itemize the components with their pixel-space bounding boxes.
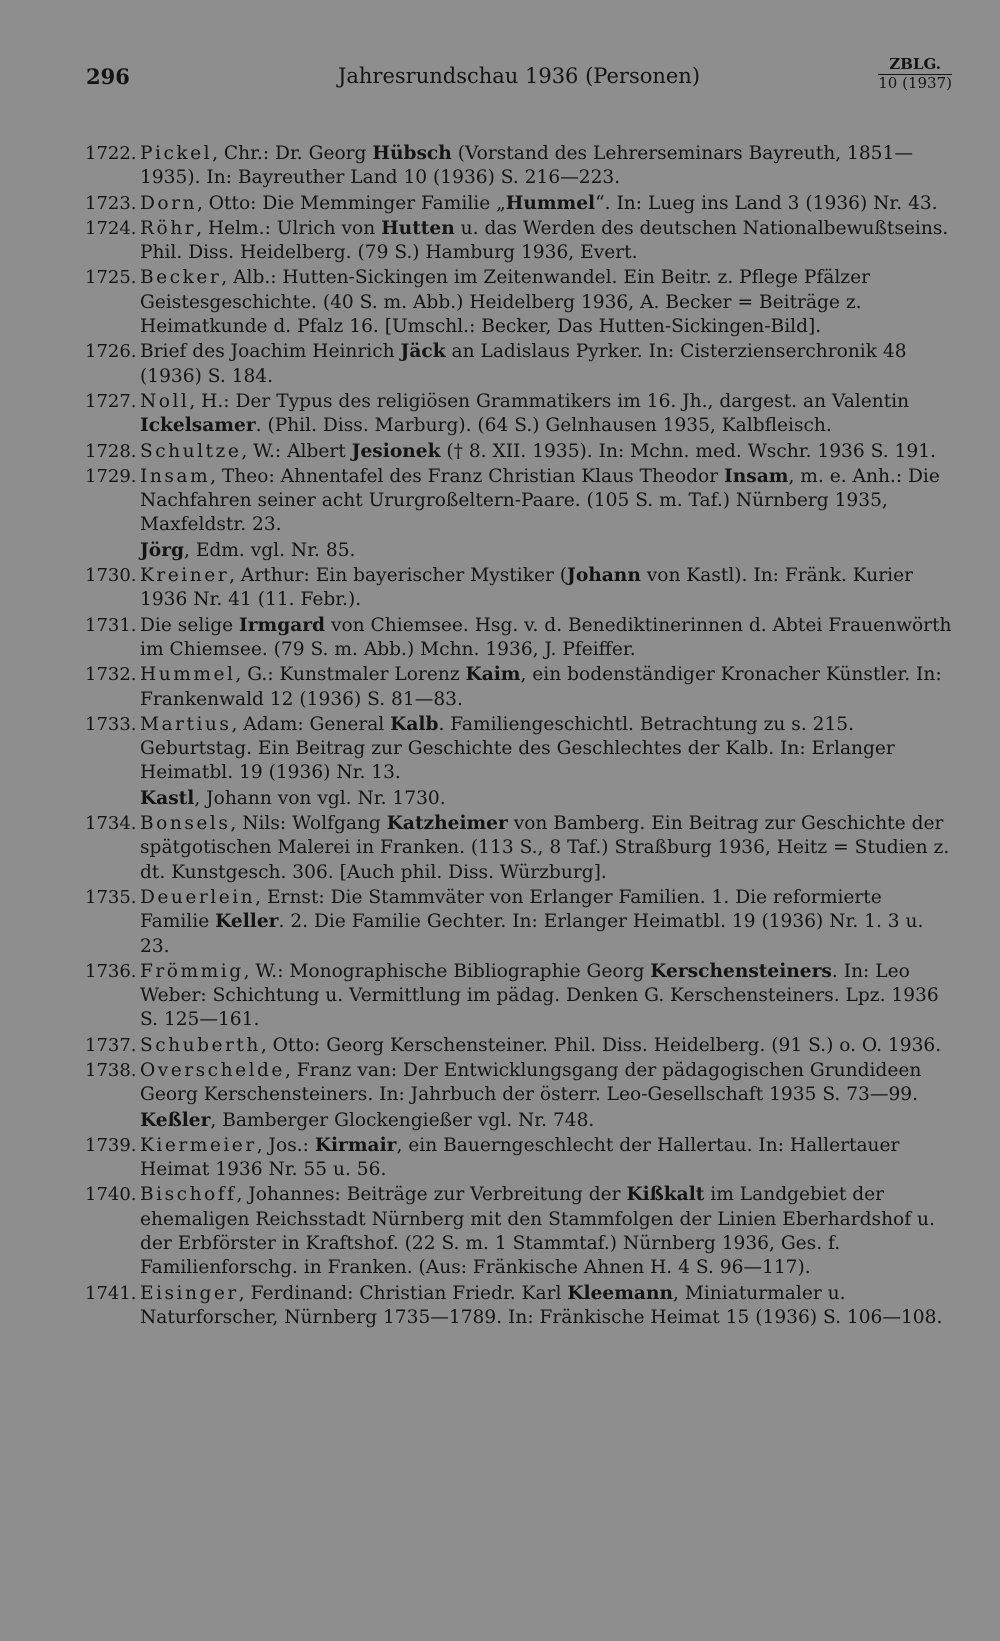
entry-author: Schuberth: [140, 1034, 261, 1056]
entry-number: 1735.: [85, 886, 137, 908]
entry-text: Die selige: [140, 614, 240, 636]
entry-text-rest: “. In: Lueg ins Land 3 (1936) Nr. 43.: [595, 192, 938, 214]
entry-author: Pickel: [140, 143, 213, 164]
bibliography-entry: [86, 340, 952, 389]
entry-subject: Jörg: [140, 539, 184, 561]
entry-number: 1730.: [85, 565, 137, 587]
entry-number: 1738.: [85, 1059, 137, 1081]
entry-text: , Franz van: Der Entwicklungsgang der pädagogischen Grundideen Georg Kerschensteiners. In: Jahrbuch der österr. Leo-Gesellschaft 1935 S. 73—99.: [140, 1059, 922, 1106]
bibliography-entry: [86, 217, 952, 266]
entry-text-rest: , ein Bauerngeschlecht der Hallertau. In: Hallertauer Heimat 1936 Nr. 55 u. 56.: [140, 1134, 900, 1181]
entry-author: Schultze: [140, 440, 242, 462]
page-number: 296: [86, 64, 130, 89]
bibliography-entry: [86, 390, 952, 439]
entry-author: Kreiner: [140, 565, 230, 587]
entry-text-rest: (Vorstand des Lehrerseminars Bayreuth, 1851—1935). In: Bayreuther Land 10 (1936) S. 216—223.: [140, 143, 913, 189]
entry-subject: Hummel: [505, 192, 596, 214]
entry-number: 1739.: [85, 1134, 137, 1156]
entry-number: 1740.: [85, 1184, 137, 1206]
entry-text: , Alb.: Hutten-Sickingen im Zeitenwandel. Ein Beitr. z. Pflege Pfälzer Geistesgeschichte. (40 S. m. Abb.) Heidelberg 1936, A. Becker = Beiträge z. Heimatkunde d. Pfalz 16. [Umschl.: Becker, Das Hutten-Sickingen-Bild].: [140, 267, 870, 338]
entry-number: 1723.: [85, 192, 137, 214]
bibliography-entry: [86, 614, 952, 663]
entry-text-rest: , m. e. Anh.: Die Nachfahren seiner acht Ururgroßeltern-Paare. (105 S. m. Taf.) Nürnberg 1935, Maxfeldstr. 23.: [140, 465, 940, 536]
bibliography-entry: [86, 713, 952, 786]
entry-number: 1737.: [85, 1034, 137, 1056]
bibliography-entry: [86, 564, 952, 613]
bibliography-entry: [86, 1282, 952, 1331]
entry-text: Brief des Joachim Heinrich: [140, 341, 401, 363]
entry-author: Hummel: [140, 664, 236, 686]
entry-number: 1722.: [85, 143, 137, 164]
entry-text: , Nils: Wolfgang: [230, 813, 387, 835]
entry-author: Bonsels: [140, 813, 231, 835]
entry-author: Deuerlein: [140, 886, 256, 908]
entry-author: Martius: [140, 713, 232, 735]
journal-volume: 10 (1937): [878, 74, 952, 92]
cross-reference-entry: [86, 1109, 952, 1133]
entry-author: Bischoff: [140, 1184, 237, 1206]
entry-number: 1731.: [85, 614, 137, 636]
entry-subject: Kleemann: [567, 1282, 673, 1304]
entry-text-rest: , Edm. vgl. Nr. 85.: [184, 539, 356, 561]
bibliography-list: [86, 142, 952, 1330]
entry-text-rest: , ein bodenständiger Kronacher Künstler. In: Frankenwald 12 (1936) S. 81—83.: [140, 664, 942, 710]
entry-text: , W.: Monographische Bibliographie Georg: [243, 960, 651, 982]
running-title: Jahresrundschau 1936 (Personen): [337, 64, 701, 88]
entry-text: , Theo: Ahnentafel des Franz Christian Klaus Theodor: [210, 465, 725, 487]
entry-author: Röhr: [140, 217, 197, 239]
entry-text-rest: († 8. XII. 1935). In: Mchn. med. Wschr. 1936 S. 191.: [440, 440, 936, 462]
entry-number: 1732.: [85, 664, 137, 686]
entry-text: , Ernst: Die Stammväter von Erlanger Familien. 1. Die reformierte Familie: [140, 886, 882, 933]
entry-text-rest: u. das Werden des deutschen Nationalbewußtseins. Phil. Diss. Heidelberg. (79 S.) Hamburg 1936, Evert.: [140, 217, 949, 264]
entry-text-rest: . 2. Die Familie Gechter. In: Erlanger Heimatbl. 19 (1936) Nr. 1. 3 u. 23.: [140, 911, 924, 957]
bibliography-entry: [86, 142, 952, 191]
entry-subject: Hübsch: [372, 143, 452, 164]
entry-subject: Hutten: [381, 217, 455, 239]
bibliography-entry: [86, 663, 952, 712]
bibliography-entry: [86, 960, 952, 1033]
entry-number: 1734.: [85, 813, 137, 835]
entry-author: Frömmig: [140, 960, 244, 982]
bibliography-entry: [86, 1034, 952, 1058]
entry-text-rest: von Chiemsee. Hsg. v. d. Benediktinerinnen d. Abtei Frauenwörth im Chiemsee. (79 S. m. Abb.) Mchn. 1936, J. Pfeiffer.: [140, 614, 952, 660]
entry-text: , Helm.: Ulrich von: [196, 217, 382, 239]
entry-number: 1728.: [85, 440, 137, 462]
entry-number: 1724.: [85, 217, 137, 239]
entry-number: 1725.: [85, 267, 137, 289]
entry-number: 1733.: [85, 713, 137, 735]
page-header: [86, 55, 952, 102]
entry-subject: Jesionek: [351, 440, 441, 462]
entry-number: 1726.: [85, 341, 137, 363]
entry-number: 1729.: [85, 465, 137, 487]
entry-subject: Johann: [567, 565, 641, 587]
entry-subject: Irmgard: [239, 614, 326, 636]
entry-text-rest: von Kastl). In: Fränk. Kurier 1936 Nr. 41 (11. Febr.).: [140, 565, 913, 611]
entry-subject: Kaim: [465, 664, 521, 686]
entry-text: , Arthur: Ein bayerischer Mystiker (: [229, 565, 568, 587]
entry-text-rest: , Miniaturmaler u. Naturforscher, Nürnberg 1735—1789. In: Fränkische Heimat 15 (1936) S. 106—108.: [140, 1282, 943, 1328]
entry-subject: Keller: [215, 911, 279, 933]
entry-author: Kiermeier: [140, 1134, 257, 1156]
bibliography-entry: [86, 1183, 952, 1280]
entry-subject: Ickelsamer: [140, 415, 256, 437]
bibliography-entry: [86, 192, 952, 216]
entry-text-rest: , Johann von vgl. Nr. 1730.: [194, 787, 446, 809]
bibliography-entry: [86, 266, 952, 339]
entry-subject: Kerschensteiners: [650, 960, 832, 982]
entry-text-rest: . In: Leo Weber: Schichtung u. Vermittlung im pädag. Denken G. Kerschensteiners. Lpz. 1936 S. 125—161.: [140, 960, 939, 1031]
entry-text: , W.: Albert: [241, 440, 352, 462]
entry-text: , Chr.: Dr. Georg: [212, 143, 373, 164]
bibliography-entry: [86, 1134, 952, 1183]
journal-abbreviation: ZBLG.: [878, 56, 952, 75]
entry-number: 1741.: [85, 1282, 137, 1304]
bibliography-entry: [86, 812, 952, 885]
entry-subject: Katzheimer: [386, 813, 508, 835]
entry-text-rest: . (Phil. Diss. Marburg). (64 S.) Gelnhausen 1935, Kalbfleisch.: [255, 415, 832, 437]
entry-text-rest: . Familiengeschichtl. Betrachtung zu s. 215. Geburtstag. Ein Beitrag zur Geschichte des Geschlechtes der Kalb. In: Erlanger Heimatbl. 19 (1936) Nr. 13.: [140, 713, 895, 784]
bibliography-entry: [86, 886, 952, 959]
entry-subject: Insam: [724, 465, 789, 487]
entry-text-rest: an Ladislaus Pyrker. In: Cisterzienserchronik 48 (1936) S. 184.: [140, 341, 907, 387]
entry-text: , Johannes: Beiträge zur Verbreitung der: [236, 1184, 627, 1206]
entry-subject: Jäck: [400, 341, 446, 363]
entry-subject: Kirmair: [314, 1134, 397, 1156]
bibliography-entry: [86, 1059, 952, 1108]
cross-reference-entry: [86, 539, 952, 563]
entry-text-rest: , Bamberger Glockengießer vgl. Nr. 748.: [210, 1109, 595, 1131]
entry-number: 1727.: [85, 390, 137, 412]
entry-subject: Kißkalt: [626, 1184, 705, 1206]
entry-author: Eisinger: [140, 1282, 239, 1304]
entry-author: Becker: [140, 267, 222, 289]
entry-text: , H.: Der Typus des religiösen Grammatikers im 16. Jh., dargest. an Valentin: [189, 390, 910, 412]
journal-reference: [878, 56, 952, 92]
bibliography-entry: [86, 465, 952, 538]
bibliography-entry: [86, 440, 952, 464]
entry-author: Overschelde: [140, 1059, 285, 1081]
entry-subject: Keßler: [140, 1109, 211, 1131]
entry-text: , Adam: General: [231, 713, 391, 735]
entry-subject: Kalb: [390, 713, 439, 735]
entry-text: , Ferdinand: Christian Friedr. Karl: [238, 1282, 568, 1304]
entry-author: Dorn: [140, 192, 197, 214]
cross-reference-entry: [86, 787, 952, 811]
entry-author: Noll: [140, 390, 190, 412]
entry-text: , Otto: Georg Kerschensteiner. Phil. Diss. Heidelberg. (91 S.) o. O. 1936.: [260, 1034, 942, 1056]
entry-text-rest: von Bamberg. Ein Beitrag zur Geschichte der spätgotischen Malerei in Franken. (113 S., 8 Taf.) Straßburg 1936, Heitz = Studien z. dt. Kunstgesch. 306. [Auch phil. Diss. Würzburg].: [140, 813, 950, 883]
entry-text: , Otto: Die Memminger Familie „: [196, 192, 506, 214]
entry-text: , G.: Kunstmaler Lorenz: [235, 664, 466, 686]
entry-subject: Kastl: [140, 787, 195, 809]
entry-number: 1736.: [85, 960, 137, 982]
entry-text-rest: im Landgebiet der ehemaligen Reichsstadt Nürnberg mit den Stammfolgen der Linien Eberhardshof u. der Erbförster in Kraftshof. (22 S. m. 1 Stammtaf.) Nürnberg 1936, Ges. f. Familienforschg. in Franken. (Aus: Fränkische Ahnen H. 4 S. 96—117).: [140, 1184, 935, 1279]
entry-text: , Jos.:: [256, 1134, 315, 1156]
entry-author: Insam: [140, 465, 211, 487]
